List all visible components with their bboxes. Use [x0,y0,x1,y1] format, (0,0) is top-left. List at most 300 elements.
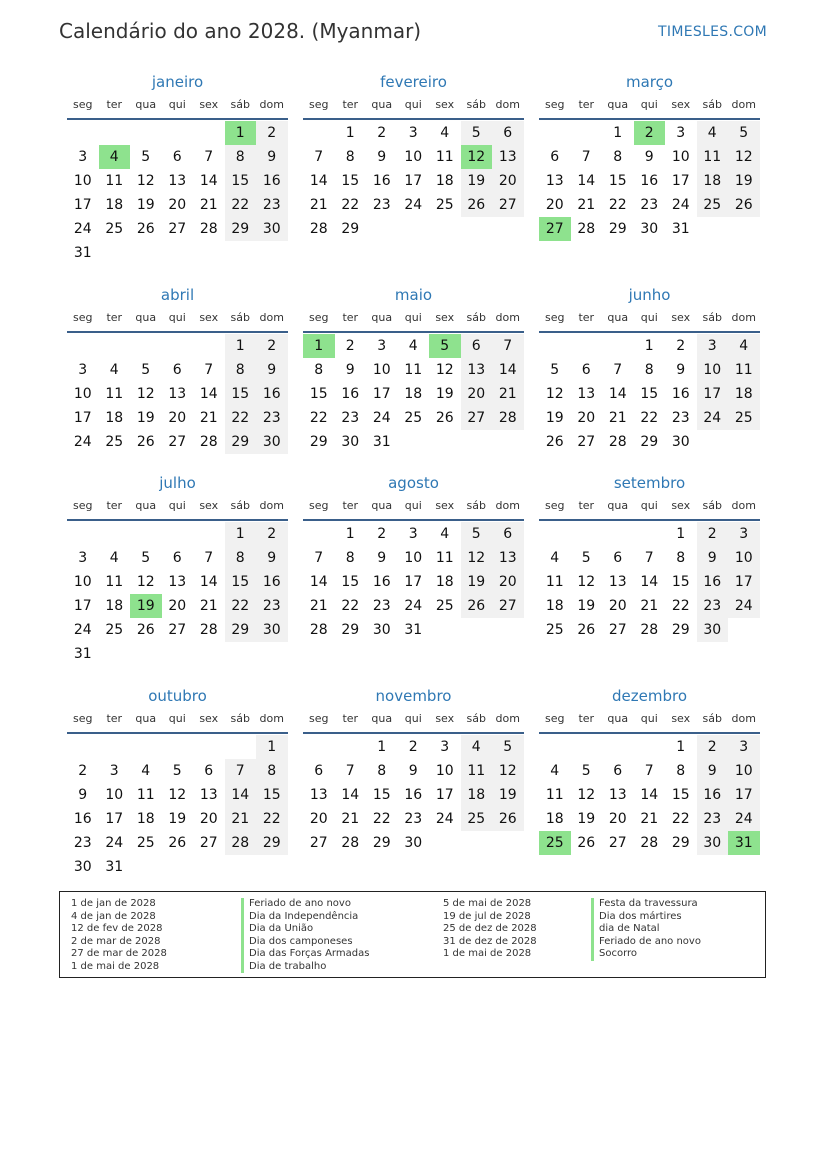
day-cell: 21 [309,598,328,614]
day-cell: 7 [204,149,214,165]
day-cell: 25 [105,221,124,237]
day-cell: 13 [309,787,328,803]
weekday-label: sex [435,712,455,725]
weekday-label: qua [135,311,157,324]
day-cell: 30 [697,831,729,855]
weekday-header [303,307,524,333]
empty-cell [303,522,335,546]
day-cell: 28 [199,434,218,450]
day-cell: 29 [256,831,288,855]
weekday-label: dom [259,311,284,324]
day-cell: 12 [577,574,596,590]
day-cell: 24 [73,622,92,638]
day-cell: 27 [577,434,596,450]
day-cell: 15 [256,783,288,807]
day-cell: 21 [640,598,659,614]
day-cell: 14 [199,386,218,402]
day-cell: 29 [309,434,328,450]
day-cell: 21 [199,197,218,213]
day-cell: 28 [199,221,218,237]
day-cell: 27 [199,835,218,851]
day-cell: 29 [341,622,360,638]
day-cell: 10 [404,149,423,165]
empty-cell [634,522,666,546]
holiday-legend [59,891,766,978]
legend-entry: 1 de jan de 2028 [71,898,156,909]
day-cell: 10 [372,362,391,378]
month-name: janeiro [151,73,204,91]
empty-cell [602,334,634,358]
day-cell: 26 [577,835,596,851]
day-cell: 4 [408,338,418,354]
days-grid [67,334,288,454]
day-cell: 30 [73,859,92,875]
weekday-label: qui [168,98,186,111]
legend-entry: Dia da União [241,923,369,936]
day-cell: 31 [73,245,92,261]
day-cell: 24 [728,807,760,831]
day-cell: 20 [545,197,564,213]
holiday-day-cell: 25 [539,831,571,855]
page-title: Calendário do ano 2028. (Myanmar) [59,19,422,43]
day-cell: 2 [345,338,355,354]
day-cell: 5 [581,763,591,779]
day-cell: 26 [492,807,524,831]
empty-cell [130,121,162,145]
day-cell: 13 [492,145,524,169]
day-cell: 6 [172,550,182,566]
day-cell: 9 [256,546,288,570]
weekday-label: seg [309,98,329,111]
empty-cell [571,522,603,546]
day-cell: 5 [581,550,591,566]
weekday-label: dom [259,499,284,512]
legend-dates-col-2 [443,898,537,961]
weekday-label: qui [404,311,422,324]
empty-cell [67,735,99,759]
day-cell: 8 [225,546,257,570]
day-cell: 17 [671,173,690,189]
day-cell: 18 [136,811,155,827]
day-cell: 17 [404,173,423,189]
legend-entry: 12 de fev de 2028 [71,923,163,934]
day-cell: 6 [613,550,623,566]
day-cell: 23 [697,807,729,831]
day-cell: 14 [199,173,218,189]
weekday-header [539,307,760,333]
day-cell: 23 [697,594,729,618]
day-cell: 1 [377,739,387,755]
days-grid [303,522,524,642]
day-cell: 30 [640,221,659,237]
month-name: agosto [388,474,439,492]
day-cell: 7 [581,149,591,165]
weekday-label: ter [578,712,595,725]
day-cell: 21 [341,811,360,827]
day-cell: 15 [372,787,391,803]
day-cell: 9 [256,145,288,169]
weekday-label: sáb [702,712,722,725]
day-cell: 3 [408,125,418,141]
day-cell: 8 [345,550,355,566]
day-cell: 23 [640,197,659,213]
weekday-label: seg [309,499,329,512]
month-março [539,70,760,283]
day-cell: 9 [676,362,686,378]
weekday-label: sáb [466,712,486,725]
weekday-label: sáb [466,311,486,324]
day-cell: 16 [341,386,360,402]
legend-entry: 1 de mai de 2028 [71,960,160,972]
day-cell: 9 [697,759,729,783]
weekday-label: sáb [230,712,250,725]
day-cell: 12 [728,145,760,169]
day-cell: 23 [341,410,360,426]
month-name: dezembro [612,687,687,705]
weekday-label: dom [731,98,756,111]
weekday-label: sex [435,98,455,111]
day-cell: 26 [577,622,596,638]
legend-entry: Dia dos camponeses [241,936,369,949]
empty-cell [193,121,225,145]
weekday-label: qua [371,311,393,324]
day-cell: 24 [73,221,92,237]
day-cell: 19 [461,570,493,594]
day-cell: 3 [676,125,686,141]
day-cell: 8 [644,362,654,378]
weekday-header [539,495,760,521]
day-cell: 6 [492,522,524,546]
day-cell: 22 [640,410,659,426]
weekday-label: qua [371,98,393,111]
day-cell: 21 [225,807,257,831]
day-cell: 5 [461,121,493,145]
day-cell: 30 [671,434,690,450]
day-cell: 6 [204,763,214,779]
day-cell: 18 [105,197,124,213]
day-cell: 16 [256,169,288,193]
day-cell: 28 [309,221,328,237]
day-cell: 23 [671,410,690,426]
day-cell: 9 [644,149,654,165]
day-cell: 14 [577,173,596,189]
day-cell: 2 [256,522,288,546]
weekday-label: ter [342,311,359,324]
weekday-label: sex [671,311,691,324]
day-cell: 18 [545,811,564,827]
day-cell: 24 [435,811,454,827]
weekday-label: ter [578,311,595,324]
weekday-label: ter [342,712,359,725]
day-cell: 2 [78,763,88,779]
day-cell: 10 [728,759,760,783]
day-cell: 8 [314,362,324,378]
day-cell: 25 [545,622,564,638]
legend-entry: 19 de jul de 2028 [443,910,531,922]
day-cell: 16 [640,173,659,189]
weekday-label: ter [342,499,359,512]
day-cell: 30 [256,430,288,454]
day-cell: 19 [577,811,596,827]
day-cell: 21 [492,382,524,406]
day-cell: 22 [608,197,627,213]
day-cell: 17 [73,598,92,614]
month-maio [303,283,524,471]
day-cell: 27 [608,835,627,851]
day-cell: 22 [671,598,690,614]
day-cell: 20 [168,410,187,426]
holiday-day-cell: 2 [634,121,666,145]
day-cell: 28 [199,622,218,638]
weekday-label: qui [640,499,658,512]
day-cell: 5 [141,149,151,165]
empty-cell [162,334,194,358]
holiday-day-cell: 31 [728,831,760,855]
month-julho [67,471,288,684]
weekday-label: sáb [702,311,722,324]
day-cell: 4 [550,550,560,566]
day-cell: 13 [168,173,187,189]
empty-cell [225,735,257,759]
day-cell: 16 [73,811,92,827]
day-cell: 29 [671,835,690,851]
weekday-label: ter [578,98,595,111]
day-cell: 25 [435,598,454,614]
month-name: julho [159,474,196,492]
weekday-label: dom [495,311,520,324]
legend-entry: Feriado de ano novo [591,936,701,949]
legend-entry: 2 de mar de 2028 [71,935,161,947]
month-agosto [303,471,524,684]
day-cell: 13 [577,386,596,402]
day-cell: 23 [372,197,391,213]
weekday-label: dom [731,712,756,725]
day-cell: 27 [168,434,187,450]
day-cell: 12 [435,362,454,378]
empty-cell [130,735,162,759]
day-cell: 31 [404,622,423,638]
day-cell: 4 [109,362,119,378]
day-cell: 29 [225,217,257,241]
day-cell: 16 [697,570,729,594]
day-cell: 29 [671,622,690,638]
weekday-header [303,94,524,120]
day-cell: 31 [671,221,690,237]
empty-cell [193,334,225,358]
day-cell: 7 [204,362,214,378]
day-cell: 15 [225,382,257,406]
weekday-label: qui [168,712,186,725]
legend-entry: 27 de mar de 2028 [71,948,167,959]
day-cell: 23 [256,594,288,618]
weekday-label: dom [731,311,756,324]
day-cell: 27 [168,622,187,638]
day-cell: 21 [577,197,596,213]
weekday-label: sex [671,98,691,111]
weekday-label: dom [259,98,284,111]
weekday-label: dom [495,98,520,111]
day-cell: 30 [256,618,288,642]
legend-entry: 5 de mai de 2028 [443,898,532,909]
weekday-label: sex [199,311,219,324]
day-cell: 17 [435,787,454,803]
empty-cell [130,334,162,358]
weekday-label: sáb [230,311,250,324]
weekday-label: seg [545,499,565,512]
day-cell: 27 [492,193,524,217]
month-name: abril [160,286,195,304]
day-cell: 20 [461,382,493,406]
weekday-label: qui [404,499,422,512]
day-cell: 11 [136,787,155,803]
day-cell: 30 [372,622,391,638]
empty-cell [193,735,225,759]
day-cell: 14 [640,574,659,590]
day-cell: 1 [225,334,257,358]
days-grid [67,522,288,666]
month-name: fevereiro [380,73,447,91]
day-cell: 28 [640,622,659,638]
day-cell: 14 [341,787,360,803]
weekday-label: sáb [702,98,722,111]
day-cell: 11 [435,149,454,165]
day-cell: 26 [728,193,760,217]
weekday-label: qua [135,98,157,111]
day-cell: 3 [728,735,760,759]
weekday-label: ter [106,311,123,324]
day-cell: 28 [309,622,328,638]
day-cell: 22 [225,406,257,430]
day-cell: 19 [545,410,564,426]
month-name: março [625,73,674,91]
day-cell: 25 [136,835,155,851]
empty-cell [99,334,131,358]
day-cell: 22 [341,197,360,213]
day-cell: 13 [492,546,524,570]
legend-entry: dia de Natal [591,923,701,936]
weekday-label: seg [309,311,329,324]
day-cell: 8 [345,149,355,165]
day-cell: 9 [697,546,729,570]
weekday-label: seg [309,712,329,725]
weekday-label: qui [404,712,422,725]
day-cell: 23 [256,406,288,430]
day-cell: 3 [78,149,88,165]
day-cell: 2 [377,125,387,141]
day-cell: 24 [73,434,92,450]
day-cell: 22 [225,193,257,217]
day-cell: 10 [404,550,423,566]
day-cell: 3 [728,522,760,546]
day-cell: 19 [136,410,155,426]
weekday-label: sex [435,311,455,324]
weekday-label: sáb [230,499,250,512]
day-cell: 29 [341,221,360,237]
empty-cell [571,334,603,358]
day-cell: 6 [492,121,524,145]
day-cell: 26 [136,622,155,638]
empty-cell [634,735,666,759]
days-grid [539,121,760,241]
day-cell: 15 [640,386,659,402]
holiday-day-cell: 1 [225,121,257,145]
day-cell: 18 [105,598,124,614]
day-cell: 7 [314,149,324,165]
weekday-label: dom [731,499,756,512]
day-cell: 18 [105,410,124,426]
day-cell: 24 [697,406,729,430]
day-cell: 11 [545,787,564,803]
day-cell: 8 [676,550,686,566]
day-cell: 25 [404,410,423,426]
month-novembro [303,684,524,897]
day-cell: 28 [608,434,627,450]
day-cell: 25 [435,197,454,213]
empty-cell [539,735,571,759]
day-cell: 5 [492,735,524,759]
month-fevereiro [303,70,524,283]
empty-cell [539,121,571,145]
day-cell: 13 [168,386,187,402]
day-cell: 6 [461,334,493,358]
day-cell: 1 [225,522,257,546]
day-cell: 24 [404,598,423,614]
day-cell: 6 [172,362,182,378]
empty-cell [67,334,99,358]
day-cell: 12 [136,386,155,402]
weekday-header [67,94,288,120]
empty-cell [99,522,131,546]
day-cell: 11 [105,173,124,189]
month-name: novembro [375,687,452,705]
day-cell: 25 [461,807,493,831]
weekday-label: seg [545,98,565,111]
day-cell: 19 [168,811,187,827]
day-cell: 4 [461,735,493,759]
weekday-label: qua [371,712,393,725]
day-cell: 22 [309,410,328,426]
weekday-label: sex [199,98,219,111]
weekday-label: qua [135,712,157,725]
day-cell: 19 [136,197,155,213]
day-cell: 18 [697,169,729,193]
day-cell: 6 [550,149,560,165]
day-cell: 7 [204,550,214,566]
day-cell: 20 [168,598,187,614]
brand-link[interactable]: TIMESLES.COM [658,24,767,40]
day-cell: 15 [225,169,257,193]
day-cell: 2 [377,526,387,542]
empty-cell [67,121,99,145]
day-cell: 17 [404,574,423,590]
day-cell: 15 [671,574,690,590]
empty-cell [571,121,603,145]
day-cell: 21 [608,410,627,426]
weekday-label: sex [199,499,219,512]
legend-names-col-2 [591,898,701,961]
day-cell: 20 [492,169,524,193]
day-cell: 18 [545,598,564,614]
day-cell: 18 [461,783,493,807]
day-cell: 23 [256,193,288,217]
weekday-header [67,495,288,521]
empty-cell [303,735,335,759]
day-cell: 24 [728,594,760,618]
day-cell: 3 [78,550,88,566]
weekday-label: dom [259,712,284,725]
day-cell: 27 [461,406,493,430]
weekday-label: qua [135,499,157,512]
